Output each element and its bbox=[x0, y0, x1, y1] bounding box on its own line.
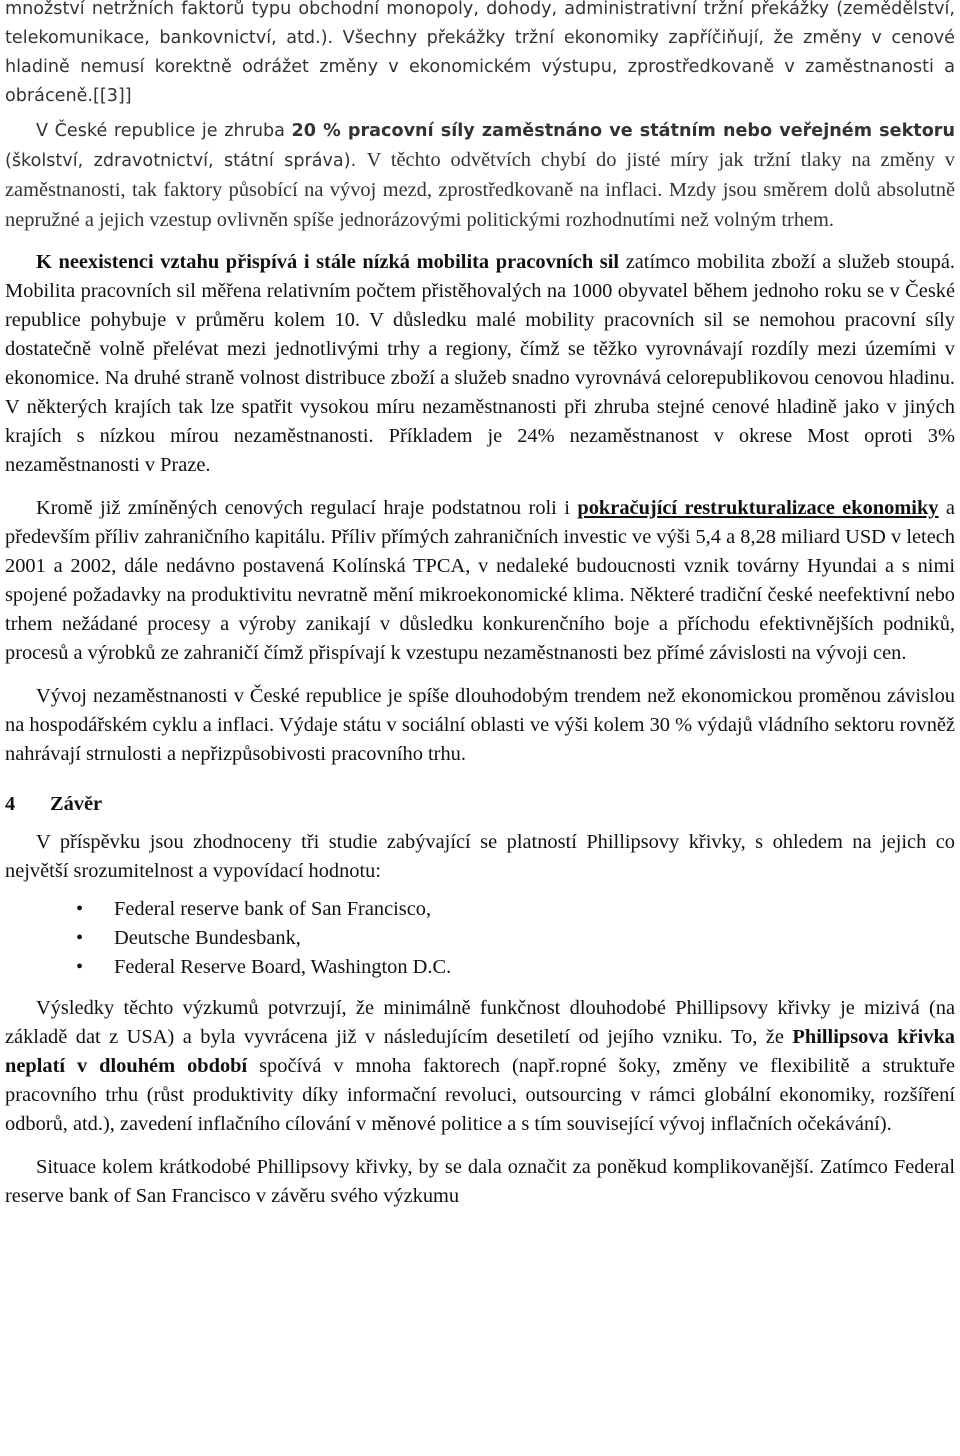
paragraph-public-sector bbox=[5, 117, 955, 236]
section-title: Závěr bbox=[50, 793, 103, 815]
list-item-label: Federal reserve bank of San Francisco, bbox=[114, 898, 432, 920]
paragraph-intro bbox=[5, 0, 955, 111]
list-item bbox=[5, 953, 955, 982]
list-item bbox=[5, 924, 955, 953]
public-sector-text-3: V těchto odvětvích chybí do jisté míry jak tržní tlaky na změny v zaměstnanosti, tak faktory působící na vývoj mezd, zprostředkovaně na inflaci. Mzdy jsou směrem dolů absolutně nepružné a jejich vzestup ovlivněn spíše jednorázovými politickými rozhodnutími než volným trhem. bbox=[5, 149, 955, 231]
paragraph-results bbox=[5, 994, 955, 1139]
paragraph-restructuring bbox=[5, 494, 955, 668]
restructuring-text-2: a především příliv zahraničního kapitálu. Příliv přímých zahraničních investic ve výši 5,4 a 8,28 miliard USD v letech 2001 a 2002, dále nedávno postavená Kolínská TPCA, v nedaleké budoucnosti vznik továrny Hyundai a s nimi spojené požadavky na produktivitu nevratně mění mikroekonomické klima. Některé tradiční české neefektivní nebo trhem nežádané procesy a výroby zanikají v důsledku konkurenčního boje a příchodu efektivnějších podniků, procesů a výrobků ze zahraničí čímž přispívají k vzestupu nezaměstnanosti bez přímé závislosti na vývoji cen. bbox=[5, 497, 955, 664]
paragraph-unemployment-trend: Vývoj nezaměstnanosti v České republice je spíše dlouhodobým trendem než ekonomickou proměnou závislou na hospodářském cyklu a inflaci. Výdaje státu v sociální oblasti ve výši kolem 30 % výdajů vládního sektoru rovněž nahrávají strnulosti a nepřizpůsobivosti pracovního trhu. bbox=[5, 685, 955, 765]
public-sector-text-2: (školství, zdravotnictví, státní správa). bbox=[5, 151, 367, 171]
list-item-label: Federal Reserve Board, Washington D.C. bbox=[114, 956, 452, 978]
section-number: 4 bbox=[5, 793, 16, 815]
public-sector-highlight: 20 % pracovní síly zaměstnáno ve státním nebo veřejném sektoru bbox=[291, 121, 955, 141]
paragraph-conclusion-intro: V příspěvku jsou zhodnoceny tři studie zabývající se platností Phillipsovy křivky, s ohledem na jejich co největší srozumitelnost a vypovídací hodnotu: bbox=[5, 831, 955, 882]
paragraph-short-term-situation: Situace kolem krátkodobé Phillipsovy křivky, by se dala označit za poněkud komplikovanější. Zatímco Federal reserve bank of San Francisco v závěru svého výzkumu bbox=[5, 1156, 955, 1207]
results-highlight: Phillipsova křivka neplatí v dlouhém období bbox=[5, 1026, 955, 1077]
results-text-1: Výsledky těchto výzkumů potvrzují, že minimálně funkčnost dlouhodobé Phillipsovy křivky je mizivá (na základě dat z USA) a byla vyvrácena již v následujícím desetiletí od jejího vzniku. To, že bbox=[5, 997, 955, 1048]
public-sector-text-1: V České republice je zhruba bbox=[36, 121, 292, 141]
intro-text: množství netržních faktorů typu obchodní monopoly, dohody, administrativní tržní překážky (zemědělství, telekomunikace, bankovnictví, atd.). Všechny překážky tržní ekonomiky zapříčiňují, že změny v cenové hladině nemusí korektně odrážet změny v ekonomickém výstupu, zprostředkovaně v zaměstnanosti a obráceně. bbox=[5, 0, 955, 106]
reference-link[interactable]: [[3]] bbox=[93, 86, 132, 106]
mobility-text-1: zatímco mobilita zboží a služeb stoupá. bbox=[619, 251, 956, 273]
list-item-label: Deutsche Bundesbank, bbox=[114, 927, 301, 949]
list-item bbox=[5, 895, 955, 924]
bullet-icon: • bbox=[76, 956, 84, 978]
mobility-text-2: Mobilita pracovních sil měřena relativním počtem přistěhovalých na 1000 obyvatel během jednoho roku se v České republice pohybuje v průměru kolem 10. V důsledku malé mobility pracovních sil se nemohou pracovní síly dostatečně volně přelévat mezi jednotlivými trhy a regiony, čímž se těžko vyrovnávají rozdíly mezi územími v ekonomice. Na druhé straně volnost distribuce zboží a služeb snadno vyrovnává celorepublikovou cenovou hladinu. V některých krajích tak lze spatřit vysokou míru nezaměstnanosti při zhruba stejné cenové hladině jako v jiných krajích s nízkou mírou nezaměstnanosti. Příkladem je 24% nezaměstnanost v okrese Most oproti 3% nezaměstnanosti v Praze. bbox=[5, 280, 955, 476]
paragraph-mobility bbox=[5, 248, 955, 480]
results-text-2: spočívá v mnoha faktorech (např.ropné šoky, změny ve flexibilitě a struktuře pracovního trhu (růst produktivity díky informační revoluci, outsourcing v rámci globální ekonomiky, rozšíření odborů, atd.), zavedení inflačního cílování v měnové politice a s tím související vývoj inflačních očekávání). bbox=[5, 1055, 956, 1135]
document-page bbox=[5, 0, 955, 1211]
section-heading-conclusion bbox=[5, 790, 955, 819]
bullet-icon: • bbox=[76, 898, 84, 920]
bullet-icon: • bbox=[76, 927, 84, 949]
restructuring-text-1: Kromě již zmíněných cenových regulací hraje podstatnou roli i bbox=[36, 497, 578, 519]
restructuring-highlight: pokračující restrukturalizace ekonomiky bbox=[577, 497, 939, 519]
mobility-highlight: K neexistenci vztahu přispívá i stále nízká mobilita pracovních sil bbox=[36, 251, 620, 273]
studies-list bbox=[5, 895, 955, 982]
